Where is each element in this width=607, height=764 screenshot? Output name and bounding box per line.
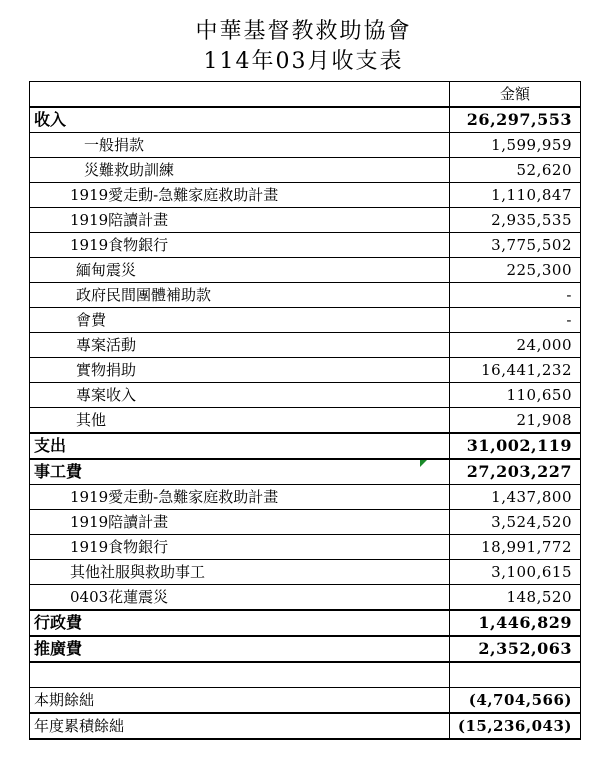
- income-item-amount: 110,650: [450, 383, 581, 408]
- program-item-name: 0403花蓮震災: [30, 585, 450, 611]
- program-total: 27,203,227: [450, 459, 581, 485]
- income-item-amount: 225,300: [450, 258, 581, 283]
- spacer-row: [30, 662, 581, 688]
- income-item-name: 政府民間團體補助款: [30, 283, 450, 308]
- admin-label: 行政費: [30, 610, 450, 636]
- income-item-name: 1919陪讀計畫: [30, 208, 450, 233]
- program-item-name: 1919陪讀計畫: [30, 510, 450, 535]
- income-item-amount: 24,000: [450, 333, 581, 358]
- table-row: [30, 208, 581, 233]
- ytd-balance-amount: (15,236,043): [450, 713, 581, 739]
- income-total-row: [30, 107, 581, 133]
- program-item-amount: 3,524,520: [450, 510, 581, 535]
- spacer-cell: [450, 662, 581, 688]
- income-item-name: 1919愛走動-急難家庭救助計畫: [30, 183, 450, 208]
- program-item-amount: 1,437,800: [450, 485, 581, 510]
- expense-total: 31,002,119: [450, 433, 581, 459]
- program-item-amount: 18,991,772: [450, 535, 581, 560]
- table-row: [30, 485, 581, 510]
- admin-total: 1,446,829: [450, 610, 581, 636]
- header-name-cell: [30, 82, 450, 108]
- cell-comment-marker-icon: [420, 460, 427, 467]
- promotion-total: 2,352,063: [450, 636, 581, 662]
- table-row: [30, 408, 581, 434]
- income-item-amount: -: [450, 308, 581, 333]
- income-label: 收入: [30, 107, 450, 133]
- program-item-name: 1919愛走動-急難家庭救助計畫: [30, 485, 450, 510]
- income-item-name: 其他: [30, 408, 450, 434]
- program-item-amount: 148,520: [450, 585, 581, 611]
- program-item-name: 其他社服與救助事工: [30, 560, 450, 585]
- period-balance-amount: (4,704,566): [450, 688, 581, 714]
- table-row: [30, 333, 581, 358]
- income-item-name: 緬甸震災: [30, 258, 450, 283]
- program-label: 事工費: [30, 459, 450, 485]
- table-row: [30, 510, 581, 535]
- income-item-name: 災難救助訓練: [30, 158, 450, 183]
- table-header-row: [30, 82, 581, 108]
- income-item-amount: 52,620: [450, 158, 581, 183]
- table-row: [30, 233, 581, 258]
- promotion-total-row: [30, 636, 581, 662]
- table-row: [30, 358, 581, 383]
- table-row: [30, 560, 581, 585]
- ytd-balance-row: [30, 713, 581, 739]
- table-row: [30, 133, 581, 158]
- table-row: [30, 585, 581, 611]
- promotion-label: 推廣費: [30, 636, 450, 662]
- income-item-amount: 1,110,847: [450, 183, 581, 208]
- income-item-amount: 1,599,959: [450, 133, 581, 158]
- program-item-name: 1919食物銀行: [30, 535, 450, 560]
- table-row: [30, 158, 581, 183]
- expense-total-row: [30, 433, 581, 459]
- income-item-name: 一般捐款: [30, 133, 450, 158]
- period-balance-label: 本期餘絀: [30, 688, 450, 714]
- spacer-cell: [30, 662, 450, 688]
- report-org-title: 中華基督教救助協會: [195, 19, 412, 44]
- income-item-name: 會費: [30, 308, 450, 333]
- table-row: [30, 183, 581, 208]
- header-amount-cell: 金額: [450, 82, 581, 108]
- table-row: [30, 383, 581, 408]
- income-expense-table: [29, 81, 581, 740]
- period-balance-row: [30, 688, 581, 714]
- income-item-name: 實物捐助: [30, 358, 450, 383]
- table-row: [30, 283, 581, 308]
- income-item-amount: 21,908: [450, 408, 581, 434]
- income-item-amount: 2,935,535: [450, 208, 581, 233]
- admin-total-row: [30, 610, 581, 636]
- report-period-title: 114年03月收支表: [203, 49, 404, 74]
- income-item-amount: -: [450, 283, 581, 308]
- table-row: [30, 258, 581, 283]
- income-item-amount: 3,775,502: [450, 233, 581, 258]
- program-item-amount: 3,100,615: [450, 560, 581, 585]
- expense-label: 支出: [30, 433, 450, 459]
- program-total-row: [30, 459, 581, 485]
- income-item-name: 1919食物銀行: [30, 233, 450, 258]
- table-row: [30, 308, 581, 333]
- income-item-amount: 16,441,232: [450, 358, 581, 383]
- table-row: [30, 535, 581, 560]
- ytd-balance-label: 年度累積餘絀: [30, 713, 450, 739]
- income-total: 26,297,553: [450, 107, 581, 133]
- income-item-name: 專案收入: [30, 383, 450, 408]
- income-item-name: 專案活動: [30, 333, 450, 358]
